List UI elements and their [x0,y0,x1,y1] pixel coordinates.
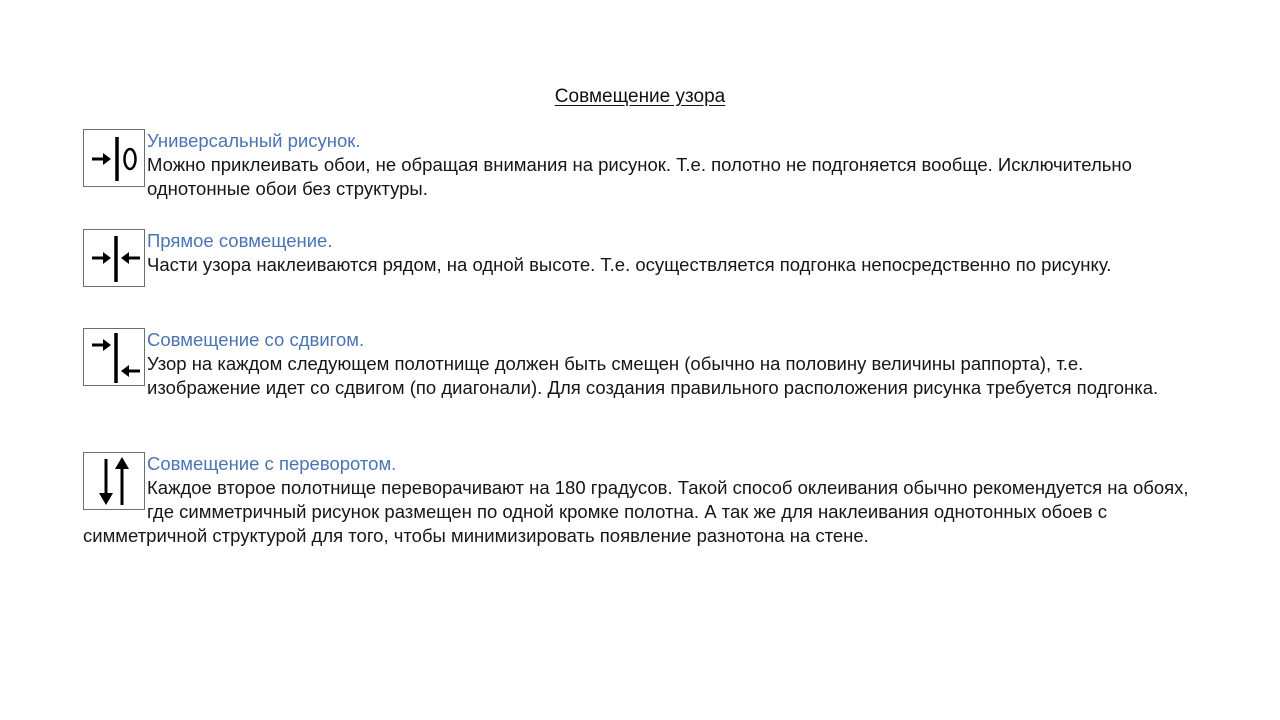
arrows-toward-bar-icon [83,229,145,287]
arrows-up-down-icon [83,452,145,510]
section-universal [83,129,1193,201]
section-reverse-match [83,452,1193,548]
section-text: Можно приклеивать обои, не обращая внимания на рисунок. Т.е. полотно не подгоняется вообще. Исключительно однотонные обои без структуры. [147,154,1132,199]
arrows-offset-bar-icon [83,328,145,386]
section-offset-match [83,328,1193,400]
section-text: Узор на каждом следующем полотнище должен быть смещен (обычно на половину величины раппорта), т.е. изображение идет со сдвигом (по диагонали). Для создания правильного расположения рисунка требуется подгонка. [147,353,1159,398]
section-heading: Совмещение со сдвигом. [147,329,365,350]
section-text: Каждое второе полотнище переворачивают на 180 градусов. Такой способ оклеивания обычно рекомендуется на обоях, где симметричный рисунок размещен по одной кромке полотна. А так же для наклеивания однотонных обоев с симметричной структурой для того, чтобы минимизировать появление разнотона на стене. [83,477,1189,546]
section-heading: Универсальный рисунок. [147,130,361,151]
section-text: Части узора наклеиваются рядом, на одной высоте. Т.е. осуществляется подгонка непосредственно по рисунку. [147,254,1112,275]
section-heading: Прямое совмещение. [147,230,333,251]
page-title: Совмещение узора [554,86,726,107]
section-straight-match [83,229,1193,289]
section-heading: Совмещение с переворотом. [147,453,397,474]
arrow-right-bar-zero-icon [83,129,145,187]
